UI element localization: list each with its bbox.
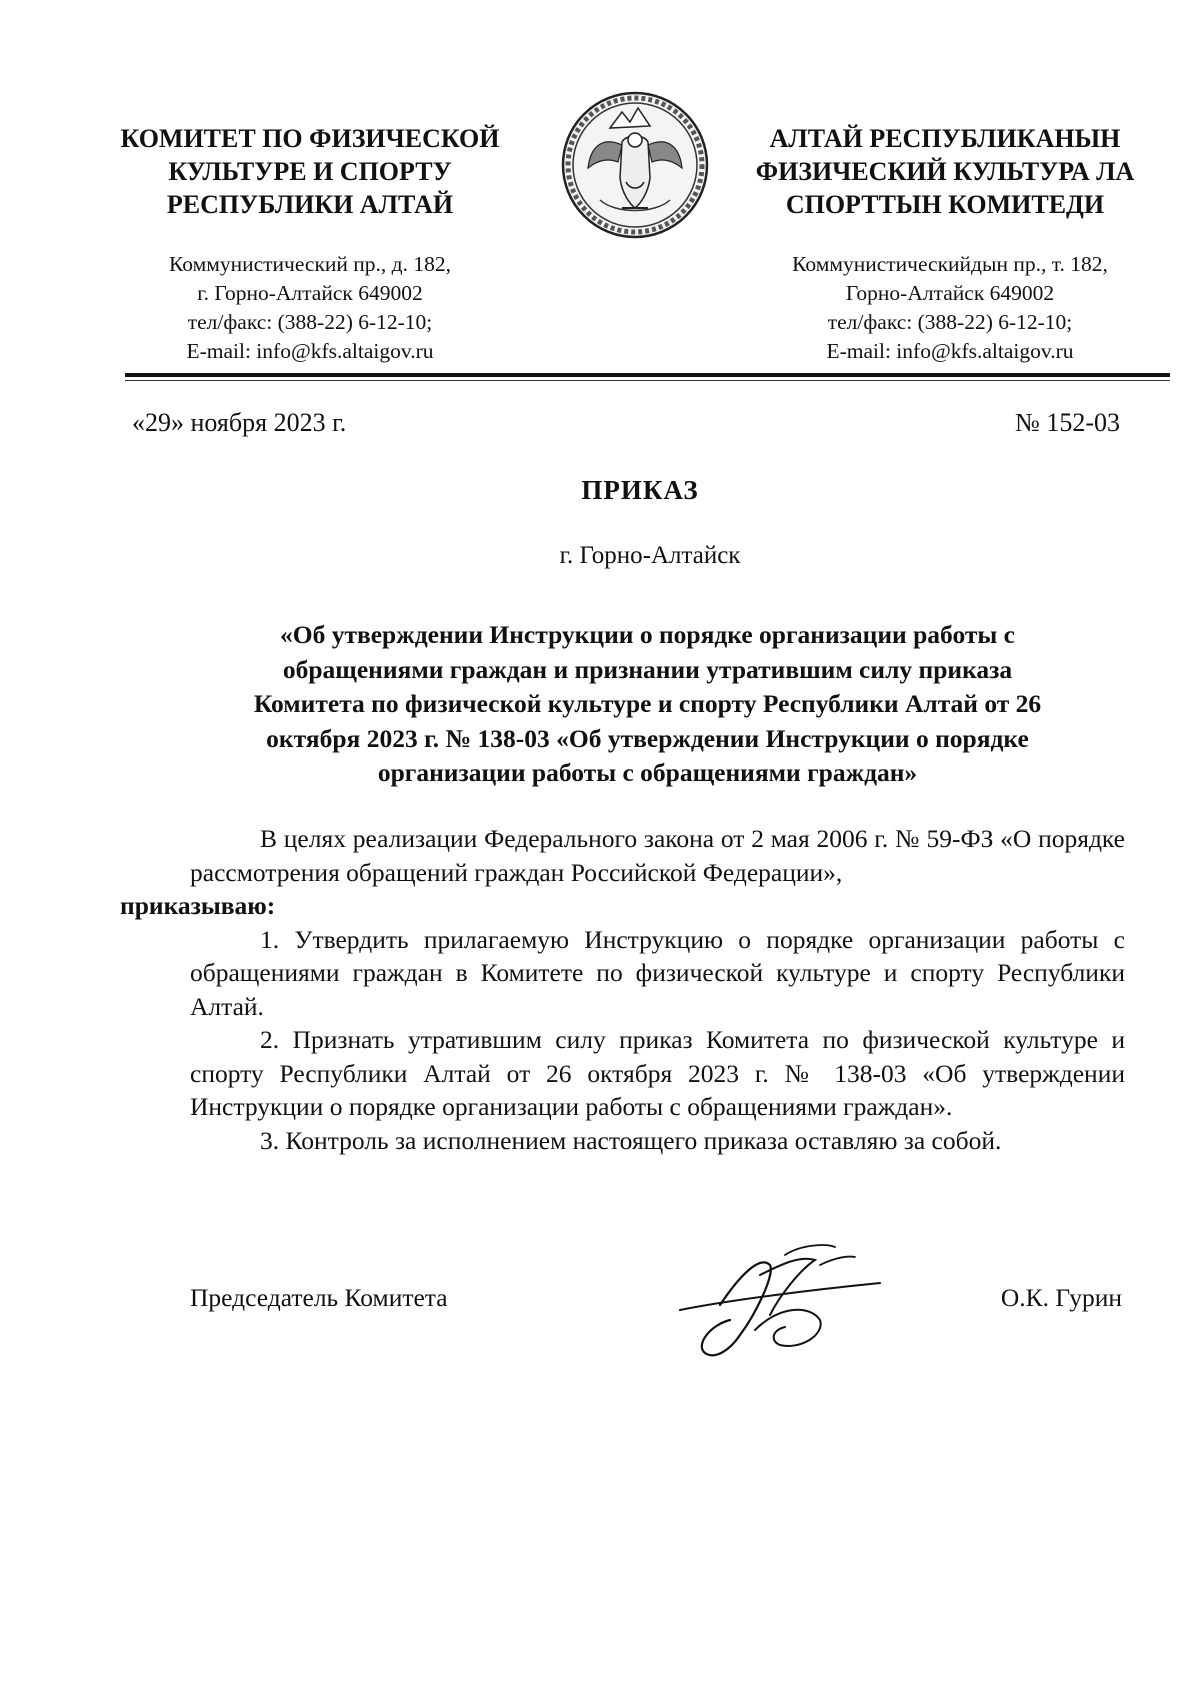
subject-line: обращениями граждан и признании утратившим силу приказа bbox=[282, 654, 1013, 684]
org-name-line: ФИЗИЧЕСКИЙ КУЛЬТУРА ЛА bbox=[755, 157, 1135, 186]
address-line: тел/факс: (388-22) 6-12-10; bbox=[827, 310, 1073, 334]
org-name-line: КУЛЬТУРЕ И СПОРТУ bbox=[168, 157, 452, 186]
org-name-line: СПОРТТЫН КОМИТЕДИ bbox=[785, 190, 1105, 219]
document-title: ПРИКАЗ bbox=[581, 475, 699, 505]
address-line: Горно-Алтайск 649002 bbox=[845, 281, 1055, 305]
document-body bbox=[120, 822, 1125, 1157]
org-name-altai bbox=[745, 122, 1145, 221]
order-word: приказываю: bbox=[120, 891, 276, 920]
signer-position: Председатель Комитета bbox=[190, 1283, 448, 1312]
org-name-line: КОМИТЕТ ПО ФИЗИЧЕСКОЙ bbox=[120, 124, 500, 153]
document-subject bbox=[195, 618, 1100, 791]
order-item: 3. Контроль за исполнением настоящего приказа оставляю за собой. bbox=[260, 1125, 1002, 1155]
coat-of-arms-icon bbox=[560, 90, 710, 240]
order-item: 2. Признать утратившим силу приказ Комитета по физической культуре и спорту Республики Алтай от 26 октября 2023 г. № 138-03 «Об утверждении Инструкции о порядке организации работы с обращениями граждан». bbox=[190, 1025, 1125, 1121]
header-divider-thin bbox=[125, 380, 1170, 381]
preamble-text: В целях реализации Федерального закона от 2 мая 2006 г. № 59-ФЗ «О порядке рассмотрения обращений граждан Российской Федерации», bbox=[190, 824, 1125, 887]
org-name-line: РЕСПУБЛИКИ АЛТАЙ bbox=[166, 190, 454, 219]
order-item: 1. Утвердить прилагаемую Инструкцию о порядке организации работы с обращениями граждан в Комитете по физической культуре и спорту Республики Алтай. bbox=[190, 924, 1125, 1021]
preamble-paragraph bbox=[120, 822, 1125, 923]
handwritten-signature-icon bbox=[660, 1235, 900, 1385]
document-city: г. Горно-Алтайск bbox=[559, 542, 741, 569]
subject-line: организации работы с обращениями граждан» bbox=[377, 758, 918, 787]
order-number: № 152-03 bbox=[1015, 408, 1120, 437]
subject-line: Комитета по физической культуре и спорту Республики Алтай от 26 bbox=[253, 689, 1042, 718]
address-line: E-mail: info@kfs.altaigov.ru bbox=[186, 339, 434, 363]
address-line: г. Горно-Алтайск 649002 bbox=[197, 281, 423, 305]
org-name-russian bbox=[110, 122, 510, 221]
address-line: Коммунистическийдын пр., т. 182, bbox=[792, 252, 1108, 276]
address-russian bbox=[130, 250, 490, 366]
header-divider bbox=[125, 373, 1170, 377]
address-altai bbox=[760, 250, 1140, 366]
subject-line: октября 2023 г. № 138-03 «Об утверждении Инструкции о порядке bbox=[266, 723, 1029, 753]
order-date: «29» ноября 2023 г. bbox=[132, 408, 347, 437]
org-name-line: АЛТАЙ РЕСПУБЛИКАНЫН bbox=[769, 124, 1121, 153]
address-line: Коммунистический пр., д. 182, bbox=[169, 252, 451, 276]
address-line: тел/факс: (388-22) 6-12-10; bbox=[187, 310, 433, 334]
subject-line: «Об утверждении Инструкции о порядке организации работы с bbox=[279, 620, 1016, 649]
address-line: E-mail: info@kfs.altaigov.ru bbox=[826, 339, 1074, 363]
signer-name: О.К. Гурин bbox=[1000, 1283, 1122, 1312]
